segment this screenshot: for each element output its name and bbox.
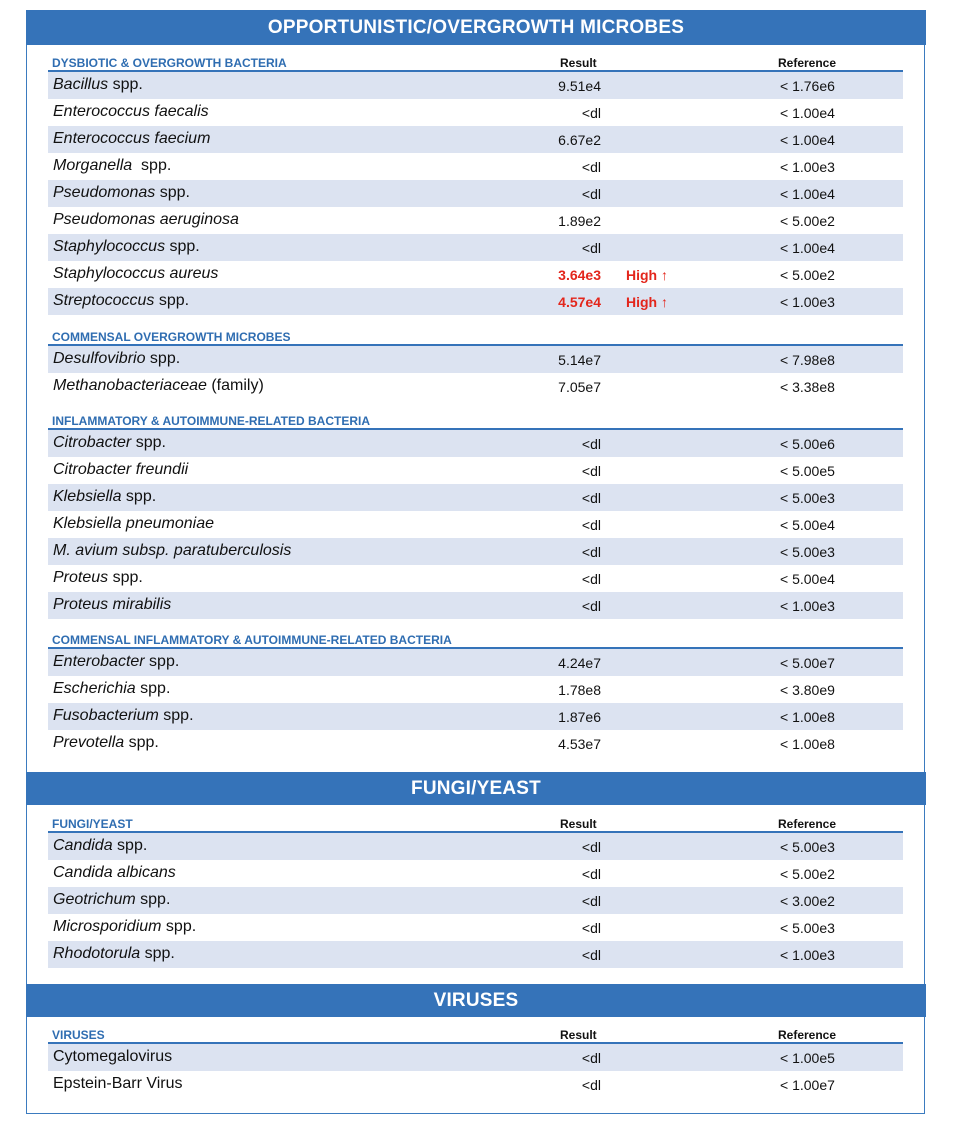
organism-italic: Proteus [53, 569, 109, 586]
reference-value: < 1.00e3 [780, 294, 835, 310]
organism-italic: Morganella [53, 157, 133, 174]
result-value: <dl [581, 947, 601, 963]
organism-name [53, 542, 291, 560]
reference-value: < 5.00e3 [780, 920, 835, 936]
table-row [48, 1071, 903, 1098]
organism-italic: Staphylococcus [53, 238, 166, 255]
reference-value: < 1.00e4 [780, 240, 835, 256]
reference-value: < 5.00e2 [780, 267, 835, 283]
organism-suffix: spp. [131, 434, 166, 451]
result-value: <dl [581, 571, 601, 587]
organism-italic: Klebsiella pneumoniae [53, 515, 214, 532]
organism-italic: M. avium subsp. paratuberculosis [53, 542, 292, 559]
result-value: <dl [581, 598, 601, 614]
section-title: COMMENSAL INFLAMMATORY & AUTOIMMUNE-RELATED BACTERIA [52, 633, 452, 647]
result-value: 1.87e6 [558, 709, 601, 725]
organism-italic: Proteus mirabilis [53, 596, 172, 613]
table-row [48, 99, 903, 126]
reference-value: < 1.00e4 [780, 132, 835, 148]
organism-suffix: Cytomegalovirus [53, 1048, 173, 1065]
organism-suffix: spp. [135, 891, 171, 908]
high-flag: High ↑ [626, 267, 668, 283]
organism-name [53, 837, 147, 855]
organism-italic: Geotrichum [53, 891, 136, 908]
result-value: <dl [581, 1077, 601, 1093]
reference-value: < 5.00e7 [780, 655, 835, 671]
table-row [48, 538, 903, 565]
organism-suffix: spp. [108, 569, 143, 586]
organism-italic: Desulfovibrio [53, 350, 146, 367]
reference-value: < 5.00e4 [780, 517, 835, 533]
organism-suffix: spp. [132, 157, 172, 174]
organism-name [53, 157, 171, 175]
organism-name [53, 734, 159, 752]
organism-suffix: Epstein-Barr Virus [53, 1075, 183, 1092]
organism-name [53, 461, 188, 479]
table-row [48, 914, 903, 941]
section-title: COMMENSAL OVERGROWTH MICROBES [52, 330, 291, 344]
reference-value: < 1.00e3 [780, 947, 835, 963]
result-value: <dl [581, 866, 601, 882]
result-value: <dl [581, 490, 601, 506]
organism-italic: Pseudomonas [53, 184, 156, 201]
result-value: 5.14e7 [558, 352, 601, 368]
organism-name [53, 292, 189, 310]
section-dysbiotic [48, 54, 903, 315]
organism-suffix: spp. [158, 707, 194, 724]
table-row [48, 676, 903, 703]
organism-suffix: spp. [165, 238, 200, 255]
result-value: <dl [581, 105, 601, 121]
result-value: 1.89e2 [558, 213, 601, 229]
result-value: <dl [581, 893, 601, 909]
organism-suffix: spp. [124, 734, 159, 751]
organism-suffix: (family) [206, 377, 264, 394]
column-header-reference: Reference [778, 56, 837, 70]
result-value: <dl [581, 1050, 601, 1066]
section-header [48, 631, 903, 649]
organism-name [53, 184, 190, 202]
banner-fungi: FUNGI/YEAST [26, 772, 926, 805]
column-header-reference: Reference [778, 1028, 837, 1042]
organism-suffix: spp. [121, 488, 157, 505]
reference-value: < 1.00e4 [780, 105, 835, 121]
table-row [48, 565, 903, 592]
table-row [48, 373, 903, 400]
organism-italic: Citrobacter freundii [53, 461, 189, 478]
column-header-result: Result [560, 1028, 597, 1042]
section-title: DYSBIOTIC & OVERGROWTH BACTERIA [52, 56, 287, 70]
reference-value: < 5.00e2 [780, 213, 835, 229]
organism-italic: Bacillus [53, 76, 109, 93]
section-header [48, 412, 903, 430]
column-header-reference: Reference [778, 817, 837, 831]
table-row [48, 860, 903, 887]
result-value: 4.53e7 [558, 736, 601, 752]
organism-name [53, 434, 166, 452]
organism-name [53, 945, 175, 963]
result-value: <dl [581, 240, 601, 256]
organism-italic: Enterococcus faecalis [53, 103, 209, 120]
organism-italic: Rhodotorula [53, 945, 141, 962]
reference-value: < 5.00e6 [780, 436, 835, 452]
organism-italic: Pseudomonas aeruginosa [53, 211, 239, 228]
organism-italic: Staphylococcus aureus [53, 265, 219, 282]
table-row [48, 126, 903, 153]
section-title: VIRUSES [52, 1028, 105, 1042]
reference-value: < 3.00e2 [780, 893, 835, 909]
organism-italic: Microsporidium [53, 918, 162, 935]
column-header-result: Result [560, 817, 597, 831]
table-row [48, 511, 903, 538]
section-viruses [48, 1026, 903, 1098]
result-value: 3.64e3 [558, 267, 601, 283]
result-value: 1.78e8 [558, 682, 601, 698]
reference-value: < 3.38e8 [780, 379, 835, 395]
section-title: INFLAMMATORY & AUTOIMMUNE-RELATED BACTERIA [52, 414, 370, 428]
result-value: 9.51e4 [558, 78, 601, 94]
reference-value: < 1.00e5 [780, 1050, 835, 1066]
organism-italic: Enterobacter [53, 653, 145, 670]
result-value: <dl [581, 839, 601, 855]
section-inflammatory [48, 412, 903, 619]
table-row [48, 887, 903, 914]
table-row [48, 730, 903, 757]
organism-name [53, 1048, 172, 1066]
organism-suffix: spp. [112, 837, 148, 854]
table-row [48, 72, 903, 99]
reference-value: < 1.00e4 [780, 186, 835, 202]
reference-value: < 5.00e3 [780, 490, 835, 506]
banner-viruses: VIRUSES [26, 984, 926, 1017]
organism-name [53, 76, 143, 94]
organism-name [53, 918, 196, 936]
organism-name [53, 1075, 183, 1093]
organism-italic: Fusobacterium [53, 707, 159, 724]
reference-value: < 1.00e8 [780, 736, 835, 752]
table-row [48, 941, 903, 968]
reference-value: < 1.76e6 [780, 78, 835, 94]
section-header [48, 815, 903, 833]
section-header [48, 328, 903, 346]
organism-name [53, 515, 214, 533]
organism-italic: Escherichia [53, 680, 136, 697]
organism-name [53, 596, 171, 614]
organism-name [53, 891, 170, 909]
organism-italic: Candida albicans [53, 864, 176, 881]
organism-italic: Klebsiella [53, 488, 122, 505]
organism-suffix: spp. [108, 76, 143, 93]
result-value: 7.05e7 [558, 379, 601, 395]
table-row [48, 484, 903, 511]
organism-name [53, 680, 170, 698]
organism-name [53, 653, 179, 671]
organism-suffix: spp. [144, 653, 180, 670]
result-value: <dl [581, 920, 601, 936]
organism-name [53, 211, 239, 229]
result-value: <dl [581, 517, 601, 533]
organism-name [53, 103, 209, 121]
organism-suffix: spp. [154, 292, 190, 309]
table-row [48, 457, 903, 484]
section-commensal-inflammatory [48, 631, 903, 757]
organism-suffix: spp. [140, 945, 175, 962]
organism-name [53, 707, 194, 725]
result-value: <dl [581, 544, 601, 560]
table-row [48, 288, 903, 315]
organism-italic: Citrobacter [53, 434, 132, 451]
reference-value: < 1.00e3 [780, 159, 835, 175]
table-row [48, 833, 903, 860]
reference-value: < 1.00e7 [780, 1077, 835, 1093]
reference-value: < 1.00e3 [780, 598, 835, 614]
result-value: 6.67e2 [558, 132, 601, 148]
organism-italic: Enterococcus faecium [53, 130, 211, 147]
result-value: <dl [581, 463, 601, 479]
organism-name [53, 864, 176, 882]
organism-name [53, 488, 156, 506]
organism-italic: Streptococcus [53, 292, 155, 309]
result-value: <dl [581, 186, 601, 202]
reference-value: < 5.00e3 [780, 839, 835, 855]
table-row [48, 234, 903, 261]
table-row [48, 180, 903, 207]
organism-name [53, 377, 264, 395]
reference-value: < 7.98e8 [780, 352, 835, 368]
result-value: <dl [581, 159, 601, 175]
high-flag: High ↑ [626, 294, 668, 310]
section-fungi [48, 815, 903, 968]
result-value: <dl [581, 436, 601, 452]
organism-name [53, 569, 143, 587]
table-row [48, 346, 903, 373]
organism-italic: Prevotella [53, 734, 125, 751]
reference-value: < 1.00e8 [780, 709, 835, 725]
table-row [48, 261, 903, 288]
banner-opportunistic: OPPORTUNISTIC/OVERGROWTH MICROBES [26, 10, 926, 45]
organism-suffix: spp. [155, 184, 190, 201]
organism-name [53, 238, 200, 256]
section-header [48, 1026, 903, 1044]
column-header-result: Result [560, 56, 597, 70]
reference-value: < 5.00e5 [780, 463, 835, 479]
table-row [48, 207, 903, 234]
result-value: 4.57e4 [558, 294, 601, 310]
organism-suffix: spp. [161, 918, 197, 935]
section-header [48, 54, 903, 72]
reference-value: < 3.80e9 [780, 682, 835, 698]
organism-name [53, 265, 218, 283]
organism-suffix: spp. [135, 680, 171, 697]
result-value: 4.24e7 [558, 655, 601, 671]
organism-name [53, 350, 180, 368]
table-row [48, 153, 903, 180]
table-row [48, 1044, 903, 1071]
table-row [48, 592, 903, 619]
table-row [48, 649, 903, 676]
organism-suffix: spp. [145, 350, 181, 367]
organism-italic: Methanobacteriaceae [53, 377, 207, 394]
table-row [48, 703, 903, 730]
reference-value: < 5.00e2 [780, 866, 835, 882]
section-title: FUNGI/YEAST [52, 817, 133, 831]
reference-value: < 5.00e3 [780, 544, 835, 560]
reference-value: < 5.00e4 [780, 571, 835, 587]
table-row [48, 430, 903, 457]
organism-name [53, 130, 210, 148]
organism-italic: Candida [53, 837, 113, 854]
section-commensal-overgrowth [48, 328, 903, 400]
